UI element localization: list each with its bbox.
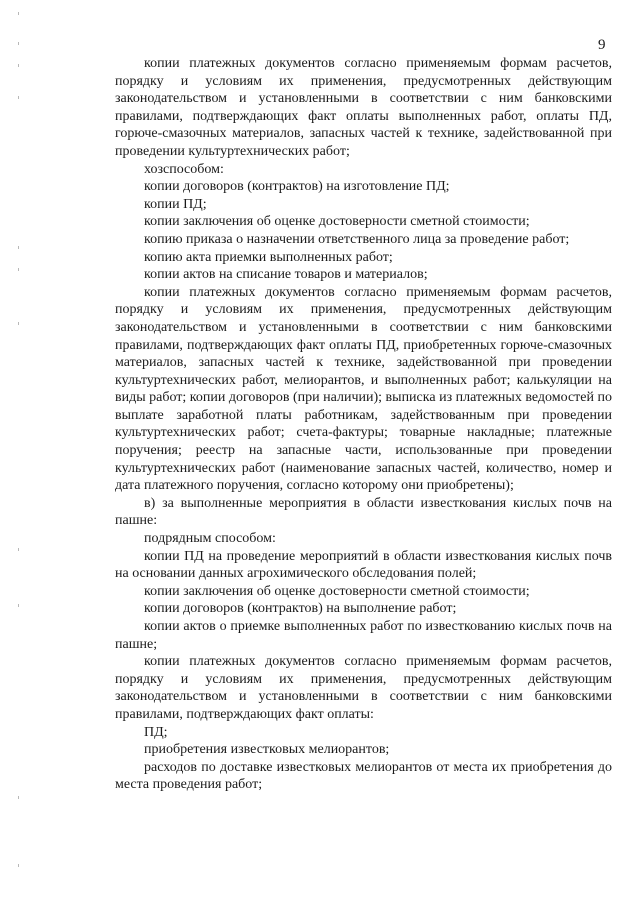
paragraph: копии платежных документов согласно применяемым формам расчетов, порядку и условиям их применения, предусмотренных действующим законодательством и установленными в соответствии с ним банковскими правилами, подтверждающих факт оплаты: bbox=[115, 654, 612, 722]
paragraph: копии платежных документов согласно применяемым формам расчетов, порядку и условиям их применения, предусмотренных действующим законодательством и установленными в соответствии с ним банковскими правилами, подтверждающих факт оплаты ПД, приобретенных горюче-смазочных материалов, запасных частей к технике, задействованной при проведении культуртехнических работ, мелиорантов, и выполненных работ; калькуляции на виды работ; копии договоров (при наличии); выписка из платежных ведомостей по выплате заработной платы работникам, задействованным при проведении культуртехнических работ; счета-фактуры; товарные накладные; платежные поручения; реестр на запасные части, использованные при проведении культуртехнических работ (наименование запасных частей, количество, номер и дата платежного поручения, согласно которому они приобретены); bbox=[115, 284, 612, 494]
paragraph: копии актов о приемке выполненных работ по известкованию кислых почв на пашне; bbox=[115, 619, 612, 652]
paragraph: в) за выполненные мероприятия в области известкования кислых почв на пашне: bbox=[115, 495, 612, 529]
paragraph: копии ПД на проведение мероприятий в области известкования кислых почв на основании данных агрохимического обследования полей; bbox=[115, 548, 612, 582]
binding-marks bbox=[18, 0, 24, 905]
paragraph: копии заключения об оценке достоверности сметной стоимости; bbox=[144, 214, 530, 230]
paragraph: подрядным способом: bbox=[144, 531, 276, 547]
paragraph: расходов по доставке известковых мелиорантов от места их приобретения до места проведения работ; bbox=[115, 759, 612, 793]
paragraph: копию акта приемки выполненных работ; bbox=[144, 249, 393, 265]
paragraph: хозспособом: bbox=[144, 161, 224, 177]
paragraph: копии договоров (контрактов) на выполнение работ; bbox=[144, 601, 457, 617]
paragraph: приобретения известковых мелиорантов; bbox=[144, 742, 390, 758]
document-body bbox=[115, 55, 612, 794]
paragraph: копии актов на списание товаров и материалов; bbox=[144, 267, 428, 283]
paragraph: копии договоров (контрактов) на изготовление ПД; bbox=[144, 179, 450, 195]
paragraph: копию приказа о назначении ответственного лица за проведение работ; bbox=[144, 231, 570, 247]
page-number: 9 bbox=[598, 37, 606, 53]
paragraph: копии заключения об оценке достоверности сметной стоимости; bbox=[144, 583, 530, 599]
paragraph: копии ПД; bbox=[144, 196, 207, 212]
paragraph: ПД; bbox=[144, 724, 168, 740]
paragraph: копии платежных документов согласно применяемым формам расчетов, порядку и условиям их применения, предусмотренных действующим законодательством и установленными в соответствии с ним банковскими правилами, подтверждающих факт оплаты выполненных работ, оплаты ПД, горюче-смазочных материалов, запасных частей к технике, задействованной при проведении культуртехнических работ; bbox=[115, 56, 612, 159]
